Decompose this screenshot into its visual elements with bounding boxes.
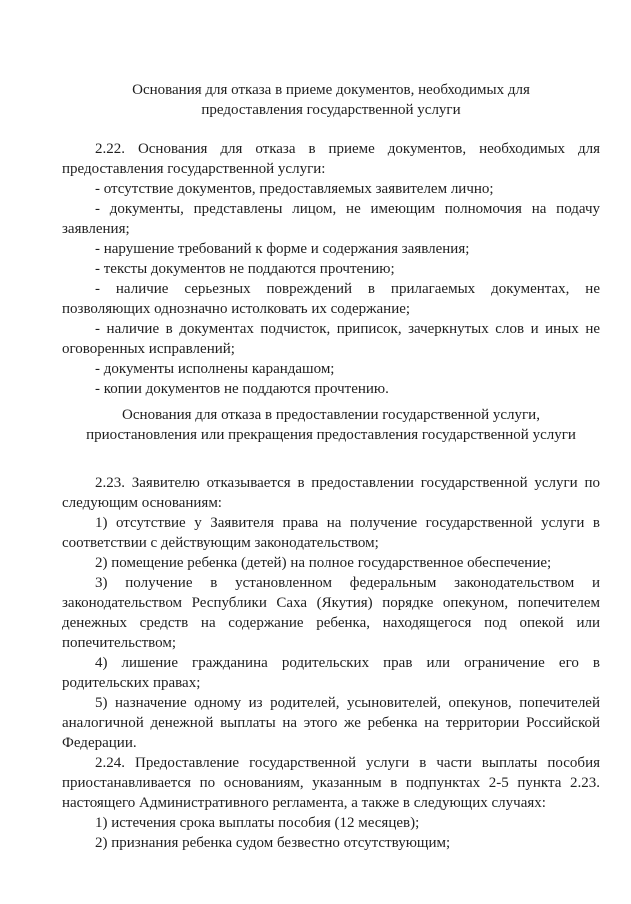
section-refusal-documents (62, 139, 600, 399)
list-item: 4) лишение гражданина родительских прав или ограничение его в родительских правах; (62, 655, 600, 691)
list-item: 5) назначение одному из родителей, усыновителей, опекунов, попечителей аналогичной денежной выплаты на этого же ребенка на территории Российской Федерации. (62, 695, 600, 751)
list-item: - нарушение требований к форме и содержания заявления; (95, 241, 470, 257)
section-refusal-service (62, 473, 600, 853)
list-item: - наличие серьезных повреждений в прилагаемых документах, не позволяющих однозначно истолковать их содержание; (62, 281, 600, 317)
section-heading-refusal-documents (62, 80, 600, 120)
list-item: - наличие в документах подчисток, приписок, зачеркнутых слов и иных не оговоренных исправлений; (62, 321, 600, 357)
list-item: 2) признания ребенка судом безвестно отсутствующим; (95, 835, 451, 851)
list-item: - документы исполнены карандашом; (95, 361, 335, 377)
list-item: 1) истечения срока выплаты пособия (12 месяцев); (95, 815, 420, 831)
list-item: - тексты документов не поддаются прочтению; (95, 261, 395, 277)
list-item: - копии документов не поддаются прочтению. (95, 381, 389, 397)
section-heading-refusal-service (62, 405, 600, 445)
list-item: 2) помещение ребенка (детей) на полное государственное обеспечение; (95, 555, 552, 571)
heading-line: приостановления или прекращения предоставления государственной услуги (86, 427, 576, 443)
list-item: 1) отсутствие у Заявителя права на получение государственной услуги в соответствии с действующим законодательством; (62, 515, 600, 551)
heading-line: Основания для отказа в предоставлении государственной услуги, (122, 407, 540, 423)
paragraph-2-24: 2.24. Предоставление государственной услуги в части выплаты пособия приостанавливается по основаниям, указанным в подпунктах 2-5 пункта 2.23. настоящего Административного регламента, а также в следующих случаях: (62, 755, 600, 811)
heading-line: Основания для отказа в приеме документов, необходимых для (132, 82, 530, 98)
heading-line: предоставления государственной услуги (201, 102, 461, 118)
document-page (62, 0, 600, 904)
paragraph-2-23: 2.23. Заявителю отказывается в предоставлении государственной услуги по следующим основаниям: (62, 475, 600, 511)
paragraph-2-22: 2.22. Основания для отказа в приеме документов, необходимых для предоставления государственной услуги: (62, 141, 600, 177)
list-item: - документы, представлены лицом, не имеющим полномочия на подачу заявления; (62, 201, 600, 237)
list-item: 3) получение в установленном федеральным законодательством и законодательством Республики Саха (Якутия) порядке опекуном, попечителем денежных средств на содержание ребенка, находящегося под опекой или попечительством; (62, 575, 600, 651)
list-item: - отсутствие документов, предоставляемых заявителем лично; (95, 181, 494, 197)
